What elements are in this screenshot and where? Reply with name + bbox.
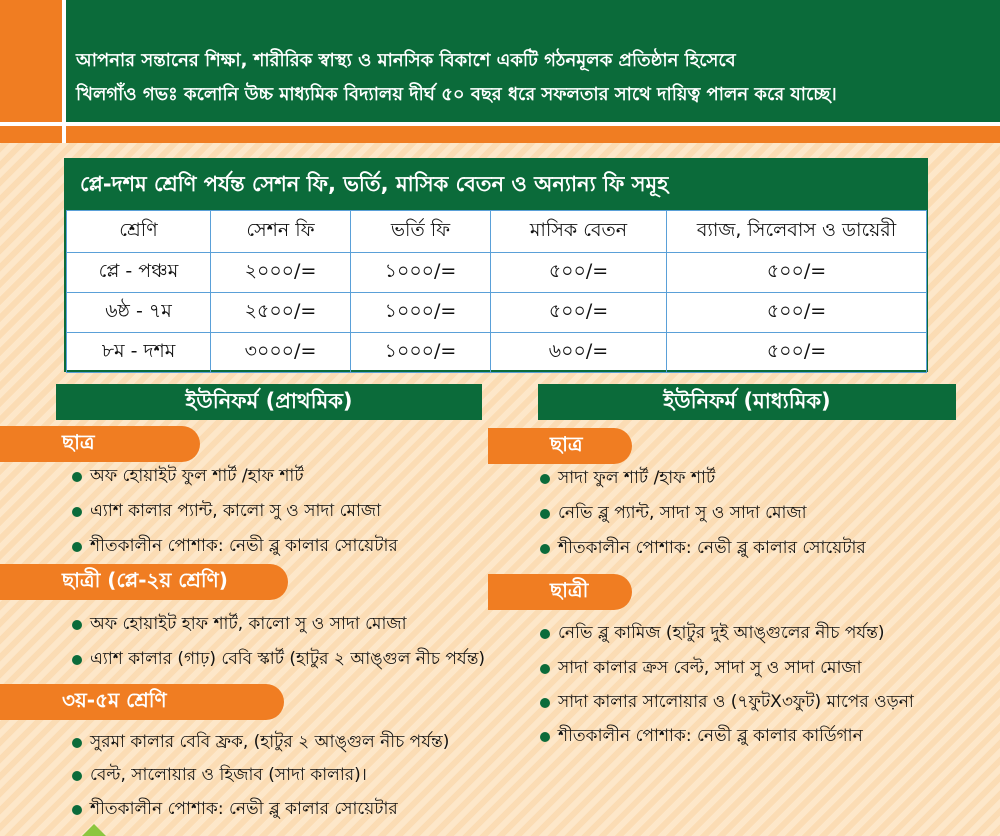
bullet-icon	[72, 542, 82, 552]
header-monthly-fee: মাসিক বেতন	[491, 211, 667, 253]
bullet-icon	[72, 805, 82, 815]
bullet-icon	[540, 629, 550, 639]
list-item: শীতকালীন পোশাক: নেভী ব্লু কালার সোয়েটার	[72, 795, 398, 825]
cell-monthly-fee: ৫০০/=	[491, 293, 667, 333]
cell-class: ৬ষ্ঠ - ৭ম	[67, 293, 211, 333]
cell-class: ৮ম - দশম	[67, 333, 211, 373]
intro-line-1: আপনার সন্তানের শিক্ষা, শারীরিক স্বাস্থ্য ও মানসিক বিকাশে একটি গঠনমূলক প্রতিষ্ঠান হিসেবে	[76, 50, 736, 71]
primary-girls-tag: ছাত্রী (প্লে-২য় শ্রেণি)	[0, 564, 288, 600]
list-item: সাদা ফুল শার্ট /হাফ শার্ট	[540, 464, 715, 494]
cell-session-fee: ২০০০/=	[211, 253, 351, 293]
fee-table-title: প্লে-দশম শ্রেণি পর্যন্ত সেশন ফি, ভর্তি, মাসিক বেতন ও অন্যান্য ফি সমূহ	[66, 160, 926, 210]
cell-admission-fee: ১০০০/=	[351, 253, 491, 293]
list-item: অফ হোয়াইট ফুল শার্ট /হাফ শার্ট	[72, 462, 304, 492]
secondary-boys-tag: ছাত্র	[488, 428, 632, 464]
list-item: শীতকালীন পোশাক: নেভী ব্লু কালার সোয়েটার	[540, 534, 866, 564]
list-item: এ্যাশ কালার প্যান্ট, কালো সু ও সাদা মোজা	[72, 497, 381, 527]
bullet-icon	[72, 620, 82, 630]
list-item: অফ হোয়াইট হাফ শার্ট, কালো সু ও সাদা মোজা	[72, 610, 407, 640]
cell-session-fee: ৩০০০/=	[211, 333, 351, 373]
list-item: এ্যাশ কালার (গাঢ়) বেবি স্কার্ট (হাটুর ২ আঙ্গুল নীচ পর্যন্ত)	[72, 645, 485, 675]
primary-uniform-title: ইউনিফর্ম (প্রাথমিক)	[56, 384, 482, 420]
bullet-icon	[540, 698, 550, 708]
header-session-fee: সেশন ফি	[211, 211, 351, 253]
cell-monthly-fee: ৫০০/=	[491, 253, 667, 293]
header-admission-fee: ভর্তি ফি	[351, 211, 491, 253]
banner-accent-bar	[0, 123, 1000, 143]
cell-session-fee: ২৫০০/=	[211, 293, 351, 333]
bullet-icon	[540, 732, 550, 742]
fee-table-panel	[64, 158, 928, 372]
list-item: শীতকালীন পোশাক: নেভী ব্লু কালার সোয়েটার	[72, 532, 398, 562]
list-item: নেভি ব্লু কামিজ (হাটুর দুই আঙ্গুলের নীচ পর্যন্ত)	[540, 619, 885, 649]
primary-grade-tag: ৩য়-৫ম শ্রেণি	[0, 684, 284, 720]
cell-class: প্লে - পঞ্চম	[67, 253, 211, 293]
list-item: সাদা কালার সালোয়ার ও (৭ফুটX৩ফুট) মাপের ওড়না	[540, 688, 914, 718]
intro-text	[76, 44, 996, 112]
header-class: শ্রেণি	[67, 211, 211, 253]
fee-table-header-row	[67, 211, 927, 253]
cell-other-fee: ৫০০/=	[667, 333, 927, 373]
cell-monthly-fee: ৬০০/=	[491, 333, 667, 373]
bullet-icon	[72, 655, 82, 665]
cell-other-fee: ৫০০/=	[667, 253, 927, 293]
bullet-icon	[72, 472, 82, 482]
bullet-icon	[540, 509, 550, 519]
cell-admission-fee: ১০০০/=	[351, 293, 491, 333]
secondary-uniform-title: ইউনিফর্ম (মাধ্যমিক)	[538, 384, 956, 420]
list-item: শীতকালীন পোশাক: নেভী ব্লু কালার কার্ডিগান	[540, 722, 863, 752]
list-item: নেভি ব্লু প্যান্ট, সাদা সু ও সাদা মোজা	[540, 499, 807, 529]
banner-divider-horizontal	[0, 122, 1000, 126]
fee-table	[66, 210, 927, 373]
bullet-icon	[72, 507, 82, 517]
list-item: সাদা কালার ক্রস বেল্ট, সাদা সু ও সাদা মোজা	[540, 654, 862, 684]
bullet-icon	[540, 664, 550, 674]
list-item: বেল্ট, সালোয়ার ও হিজাব (সাদা কালার)।	[72, 761, 367, 791]
bullet-icon	[540, 474, 550, 484]
cell-other-fee: ৫০০/=	[667, 293, 927, 333]
banner-accent-left	[0, 0, 62, 123]
table-row	[67, 293, 927, 333]
bullet-icon	[72, 771, 82, 781]
primary-boys-tag: ছাত্র	[0, 426, 200, 462]
corner-decoration	[82, 824, 106, 836]
cell-admission-fee: ১০০০/=	[351, 333, 491, 373]
secondary-girls-tag: ছাত্রী	[488, 574, 632, 610]
intro-line-2: খিলগাঁও গভঃ কলোনি উচ্চ মাধ্যমিক বিদ্যালয় দীর্ঘ ৫০ বছর ধরে সফলতার সাথে দায়িত্ব পালন করে যাচ্ছে।	[76, 84, 837, 105]
bullet-icon	[72, 738, 82, 748]
header-badge-syllabus-diary: ব্যাজ, সিলেবাস ও ডায়েরী	[667, 211, 927, 253]
list-item: সুরমা কালার বেবি ফ্রক, (হাটুর ২ আঙ্গুল নীচ পর্যন্ত)	[72, 728, 449, 758]
table-row	[67, 333, 927, 373]
table-row	[67, 253, 927, 293]
bullet-icon	[540, 544, 550, 554]
